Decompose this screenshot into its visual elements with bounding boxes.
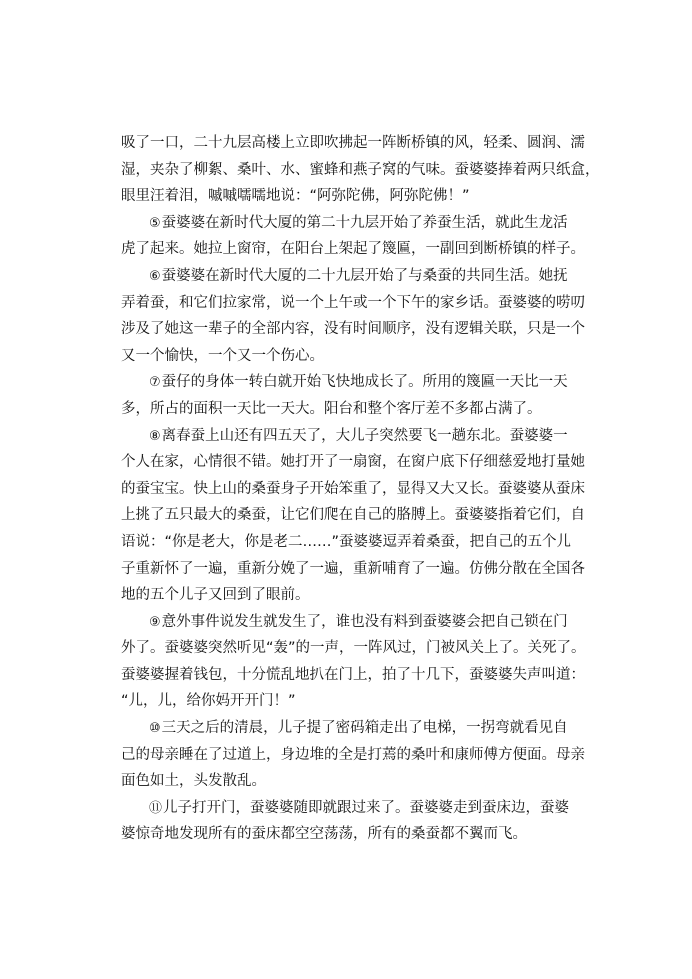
text-line: [121, 688, 581, 715]
paragraph-start-line: [121, 715, 581, 742]
line-text: 蚕婆婆在新时代大厦的二十九层开始了与桑蚕的共同生活。她抚: [161, 267, 568, 284]
line-text: 离春蚕上山还有四五天了，大儿子突然要飞一趟东北。蚕婆婆一: [161, 427, 568, 444]
paragraph-start-line: [121, 795, 581, 822]
line-text: 蚕仔的身体一转白就开始飞快地成长了。所用的篾匾一天比一天: [161, 374, 568, 391]
text-line: [121, 343, 581, 370]
line-text: 三天之后的清晨，儿子提了密码箱走出了电梯，一拐弯就看见自: [161, 720, 568, 737]
text-line: [121, 821, 581, 848]
text-line: [121, 183, 581, 210]
line-text: 眼里汪着泪，嘁嘁嚅嚅地说：“阿弥陀佛，阿弥陀佛！”: [121, 188, 470, 205]
line-text: 个人在家，心情很不错。她打开了一扇窗，在窗户底下仔细慈爱地打量她: [121, 454, 585, 471]
line-text: 婆惊奇地发现所有的蚕床都空空荡荡，所有的桑蚕都不翼而飞。: [121, 826, 527, 843]
paragraph-number: ⑥: [149, 268, 161, 284]
line-text: 面色如土，头发散乱。: [121, 773, 266, 790]
line-text: 上挑了五只最大的桑蚕，让它们爬在自己的胳膊上。蚕婆婆指着它们，自: [121, 507, 585, 524]
text-line: [121, 556, 585, 583]
text-line: [121, 635, 586, 662]
line-text: 蚕婆婆握着钱包，十分慌乱地扒在门上，拍了十几下，蚕婆婆失声叫道：: [121, 666, 585, 683]
paragraph-start-line: [121, 369, 581, 396]
line-text: 湿，夹杂了柳絮、桑叶、水、蜜蜂和燕子窝的气味。蚕婆婆捧着两只纸盒，: [121, 161, 600, 178]
line-text: 地的五个儿子又回到了眼前。: [121, 587, 310, 604]
paragraph-number: ⑤: [149, 215, 161, 231]
text-line: [121, 396, 581, 423]
text-line: [121, 582, 581, 609]
paragraph-start-line: [121, 609, 581, 636]
text-line: [121, 742, 585, 769]
text-line: [121, 130, 585, 157]
text-line: [121, 316, 585, 343]
line-text: 蚕婆婆在新时代大厦的第二十九层开始了养蚕生活，就此生龙活: [161, 214, 568, 231]
line-text: 弄着蚕，和它们拉家常，说一个上午或一个下午的家乡话。蚕婆婆的唠叨: [121, 294, 585, 311]
paragraph-number: ⑦: [149, 375, 161, 391]
text-line: [121, 768, 581, 795]
line-text: “儿，儿，给你妈开开门！”: [121, 693, 296, 710]
text-line: [121, 476, 585, 503]
paragraph-number: ⑪: [149, 800, 163, 816]
line-text: 的蚕宝宝。快上山的桑蚕身子开始笨重了，显得又大又长。蚕婆婆从蚕床: [121, 480, 585, 497]
text-line: [121, 290, 585, 317]
paragraph-start-line: [121, 210, 581, 237]
text-line: [121, 529, 581, 556]
line-text: 吸了一口，二十九层高楼上立即吹拂起一阵断桥镇的风，轻柔、圆润、濡: [121, 135, 585, 151]
line-text: 外了。蚕婆婆突然听见“轰”的一声，一阵风过，门被风关上了。关死了。: [121, 640, 586, 657]
paragraph-number: ⑩: [149, 721, 161, 737]
line-text: 又一个愉快，一个又一个伤心。: [121, 347, 324, 364]
line-text: 子重新怀了一遍，重新分娩了一遍，重新哺育了一遍。仿佛分散在全国各: [121, 560, 585, 577]
line-text: 虎了起来。她拉上窗帘，在阳台上架起了篾匾，一副回到断桥镇的样子。: [121, 241, 585, 258]
paragraph-start-line: [121, 423, 581, 450]
line-text: 意外事件说发生就发生了，谁也没有料到蚕婆婆会把自己锁在门: [161, 613, 568, 630]
paragraph-number: ⑧: [149, 428, 161, 444]
text-line: [121, 157, 600, 184]
paragraph-start-line: [121, 263, 581, 290]
story-text: [121, 130, 600, 848]
line-text: 己的母亲睡在了过道上，身边堆的全是打蔫的桑叶和康师傅方便面。母亲: [121, 746, 585, 763]
text-line: [121, 449, 585, 476]
paragraph-number: ⑨: [149, 614, 161, 630]
line-text: 儿子打开门，蚕婆婆随即就跟过来了。蚕婆婆走到蚕床边，蚕婆: [163, 799, 570, 816]
text-line: [121, 662, 585, 689]
text-line: [121, 236, 585, 263]
line-text: 语说：“你是老大，你是老二……”蚕婆婆逗弄着桑蚕，把自己的五个儿: [121, 533, 572, 550]
line-text: 多，所占的面积一天比一天大。阳台和整个客厅差不多都占满了。: [121, 400, 542, 417]
line-text: 涉及了她这一辈子的全部内容，没有时间顺序，没有逻辑关联，只是一个: [121, 321, 585, 338]
text-line: [121, 502, 585, 529]
